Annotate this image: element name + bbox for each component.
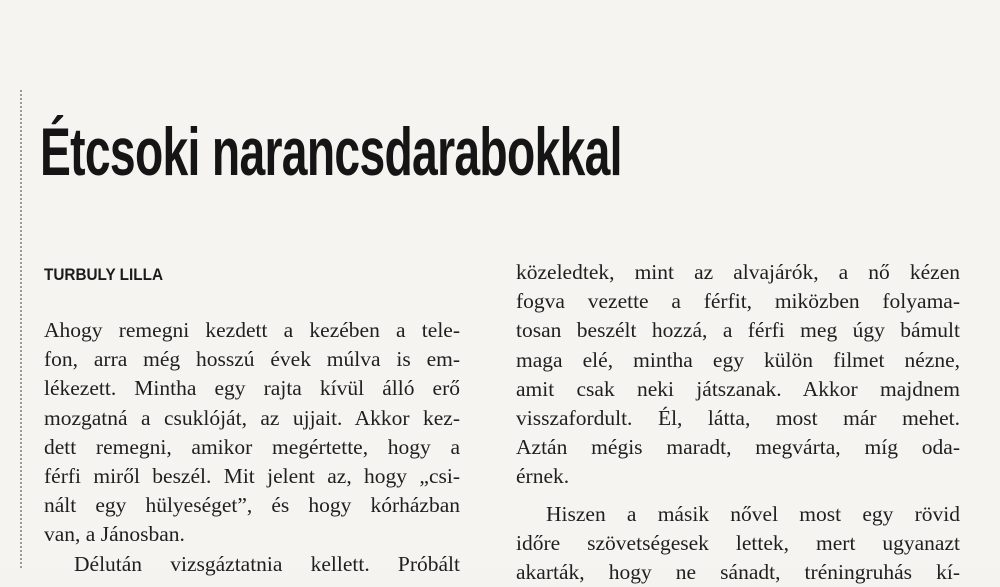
text-line: visszafordult. Él, látta, most már mehet. — [516, 405, 960, 430]
text-line: érnek. — [516, 464, 570, 489]
text-line: közeledtek, mint az alvajárók, a nő kézen — [516, 260, 960, 284]
text-line: nált egy hülyeséget”, és hogy kórházban — [44, 493, 460, 518]
text-line: férfi miről beszél. Mit jelent az, hogy „csi- — [44, 463, 460, 488]
text-line: amit csak neki játszanak. Akkor majdnem — [516, 376, 960, 401]
text-line: mozgatná a csuklóját, az ujjait. Akkor kez- — [44, 405, 460, 430]
column-divider-dotted — [20, 90, 22, 568]
article-body-right-column — [516, 258, 960, 587]
text-line: fogva vezette a férfit, miközben folyama- — [516, 289, 960, 314]
article-headline: Étcsoki narancsdarabokkal — [40, 114, 622, 190]
paragraph-gap — [516, 492, 960, 500]
text-line: maga elé, mintha egy külön filmet nézne, — [516, 347, 960, 372]
text-line: időre szövetségesek lettek, mert ugyanazt — [516, 530, 960, 555]
article-byline: TURBULY LILLA — [44, 265, 164, 284]
text-line: van, a Jánosban. — [44, 522, 185, 547]
text-line: Aztán mégis maradt, megvárta, míg oda- — [516, 435, 960, 460]
text-line: tosan beszélt hozzá, a férfi meg úgy bámult — [516, 318, 960, 343]
text-line: lékezett. Mintha egy rajta kívül álló erő — [44, 376, 460, 401]
text-line: Délután vizsgáztatnia kellett. Próbált — [74, 551, 460, 576]
text-line: fon, arra még hosszú évek múlva is em- — [44, 347, 460, 372]
text-line: akarták, hogy ne sánadt, tréningruhás kí- — [516, 559, 960, 584]
text-line: Hiszen a másik nővel most egy rövid — [546, 501, 960, 526]
text-line: Ahogy remegni kezdett a kezében a tele- — [44, 318, 460, 342]
article-body-left-column — [44, 316, 460, 579]
text-line: dett remegni, amikor megértette, hogy a — [44, 434, 460, 459]
